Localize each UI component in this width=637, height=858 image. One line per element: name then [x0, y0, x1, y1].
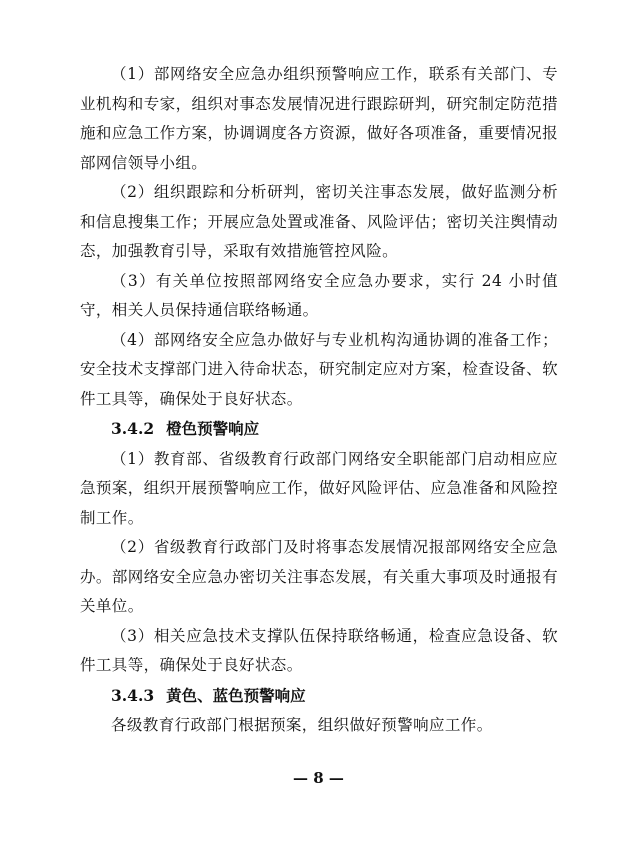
paragraph: （1）部网络安全应急办组织预警响应工作，联系有关部门、专业机构和专家，组织对事态发展情况进行跟踪研判，研究制定防范措施和应急工作方案，协调调度各方资源，做好各项准备，重要情况报部网信领导小组。 [80, 65, 558, 172]
page-number: — 8 — [293, 769, 344, 787]
paragraph: （2）省级教育行政部门及时将事态发展情况报部网络安全应急办。部网络安全应急办密切关注事态发展，有关重大事项及时通报有关单位。 [80, 538, 558, 615]
paragraph: 各级教育行政部门根据预案，组织做好预警响应工作。 [111, 716, 493, 734]
paragraph: （4）部网络安全应急办做好与专业机构沟通协调的准备工作；安全技术支撑部门进入待命状态，研究制定应对方案，检查设备、软件工具等，确保处于良好状态。 [80, 330, 558, 408]
section-title: 黄色、蓝色预警响应 [166, 686, 306, 705]
section-heading [80, 414, 558, 445]
section-number: 3.4.2 [111, 419, 155, 438]
section-number: 3.4.3 [111, 685, 155, 705]
paragraph: （1）教育部、省级教育行政部门网络安全职能部门启动相应应急预案，组织开展预警响应工作，做好风险评估、应急准备和风险控制工作。 [80, 449, 558, 527]
paragraph: （3）相关应急技术支撑队伍保持联络畅通，检查应急设备、软件工具等，确保处于良好状态。 [80, 626, 558, 674]
paragraph: （2）组织跟踪和分析研判，密切关注事态发展，做好监测分析和信息搜集工作；开展应急处置或准备、风险评估；密切关注舆情动态，加强教育引导，采取有效措施管控风险。 [80, 183, 558, 260]
document-body [80, 60, 558, 741]
section-title: 橙色预警响应 [166, 420, 260, 438]
section-heading [80, 681, 558, 712]
paragraph: （3）有关单位按照部网络安全应急办要求，实行 24 小时值守，相关人员保持通信联络畅通。 [80, 271, 558, 319]
